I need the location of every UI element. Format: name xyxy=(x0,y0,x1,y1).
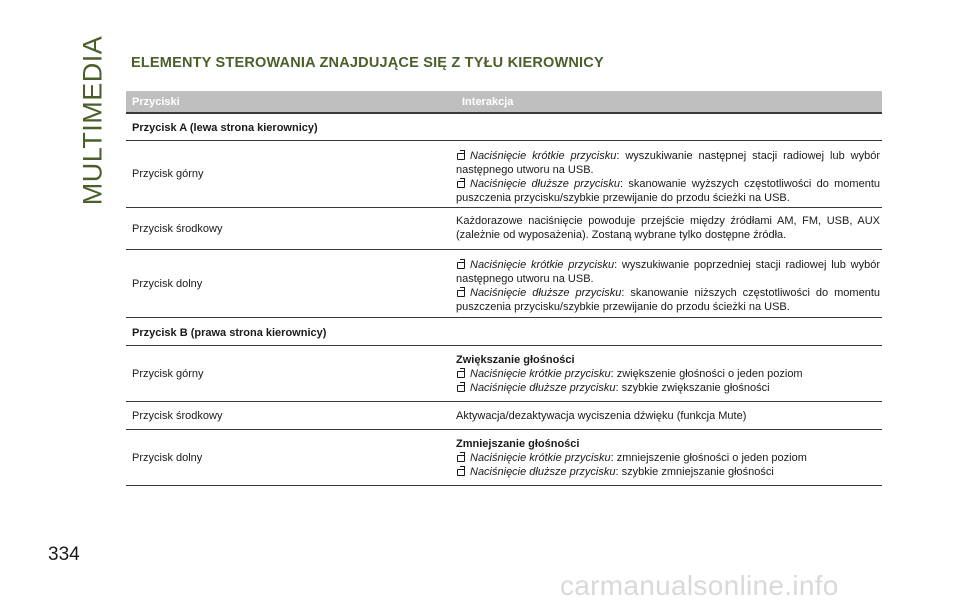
interaction-text: Każdorazowe naciśnięcie powoduje przejście między źródłami AM, FM, USB, AUX (zależnie od wyposażenia). Zostaną wybrane tylko dostępne źródła. xyxy=(456,215,880,241)
button-name: Przycisk środkowy xyxy=(132,222,223,235)
finger-press-icon xyxy=(457,287,466,297)
section-row-b xyxy=(126,318,882,346)
finger-press-icon xyxy=(457,452,466,462)
interaction-cell xyxy=(456,346,882,401)
volume-up-heading: Zwiększanie głośności xyxy=(456,354,575,366)
button-name: Przycisk dolny xyxy=(132,451,203,464)
interaction-cell xyxy=(456,250,882,317)
table-row xyxy=(126,208,882,250)
finger-press-icon xyxy=(457,178,466,188)
long-press-entry: Naciśnięcie dłuższe przycisku: skanowanie wyższych częstotliwości do momentu puszczenia przycisku/szybkie przewijanie do przodu ścieżki na USB. xyxy=(456,178,880,204)
header-buttons: Przyciski xyxy=(132,95,180,108)
button-name: Przycisk górny xyxy=(132,367,204,380)
table-row xyxy=(126,402,882,430)
finger-press-icon xyxy=(457,368,466,378)
table-header xyxy=(126,91,882,114)
side-label-text: MULTIMEDIA xyxy=(77,35,108,205)
header-interaction: Interakcja xyxy=(462,95,514,108)
button-name: Przycisk górny xyxy=(132,168,204,180)
interaction-cell xyxy=(456,430,882,485)
page-number: 334 xyxy=(48,544,80,565)
section-title-a: Przycisk A (lewa strona kierownicy) xyxy=(132,122,318,134)
interaction-cell xyxy=(456,208,882,249)
finger-press-icon xyxy=(457,259,466,269)
short-press-entry: Naciśnięcie krótkie przycisku: zwiększenie głośności o jeden poziom xyxy=(456,367,880,381)
table-row xyxy=(126,430,882,486)
interaction-cell xyxy=(456,402,882,429)
watermark: carmanualsonline.info xyxy=(560,570,839,601)
controls-table xyxy=(126,91,882,486)
section-row-a xyxy=(126,114,882,141)
section-side-label xyxy=(70,35,116,205)
table-row xyxy=(126,250,882,318)
finger-press-icon xyxy=(457,466,466,476)
short-press-entry: Naciśnięcie krótkie przycisku: zmniejszenie głośności o jeden poziom xyxy=(456,451,880,465)
page-title: ELEMENTY STEROWANIA ZNAJDUJĄCE SIĘ Z TYŁU KIEROWNICY xyxy=(131,55,604,71)
volume-down-heading: Zmniejszanie głośności xyxy=(456,438,580,450)
finger-press-icon xyxy=(457,382,466,392)
short-press-entry: Naciśnięcie krótkie przycisku: wyszukiwanie następnej stacji radiowej lub wybór następnego utworu na USB. xyxy=(456,150,880,176)
table-row xyxy=(126,141,882,208)
finger-press-icon xyxy=(457,150,466,160)
long-press-entry: Naciśnięcie dłuższe przycisku: szybkie zmniejszanie głośności xyxy=(456,465,880,479)
section-title-b: Przycisk B (prawa strona kierownicy) xyxy=(132,326,327,339)
short-press-entry: Naciśnięcie krótkie przycisku: wyszukiwanie poprzedniej stacji radiowej lub wybór następnego utworu na USB. xyxy=(456,259,880,285)
button-name: Przycisk środkowy xyxy=(132,409,223,422)
interaction-text: Aktywacja/dezaktywacja wyciszenia dźwięku (funkcja Mute) xyxy=(456,409,747,422)
long-press-entry: Naciśnięcie dłuższe przycisku: skanowanie niższych częstotliwości do momentu puszczenia przycisku/szybkie przewijanie do przodu ścieżki na USB. xyxy=(456,287,880,313)
long-press-entry: Naciśnięcie dłuższe przycisku: szybkie zwiększanie głośności xyxy=(456,381,880,395)
interaction-cell xyxy=(456,141,882,207)
table-row xyxy=(126,346,882,402)
button-name: Przycisk dolny xyxy=(132,277,203,290)
